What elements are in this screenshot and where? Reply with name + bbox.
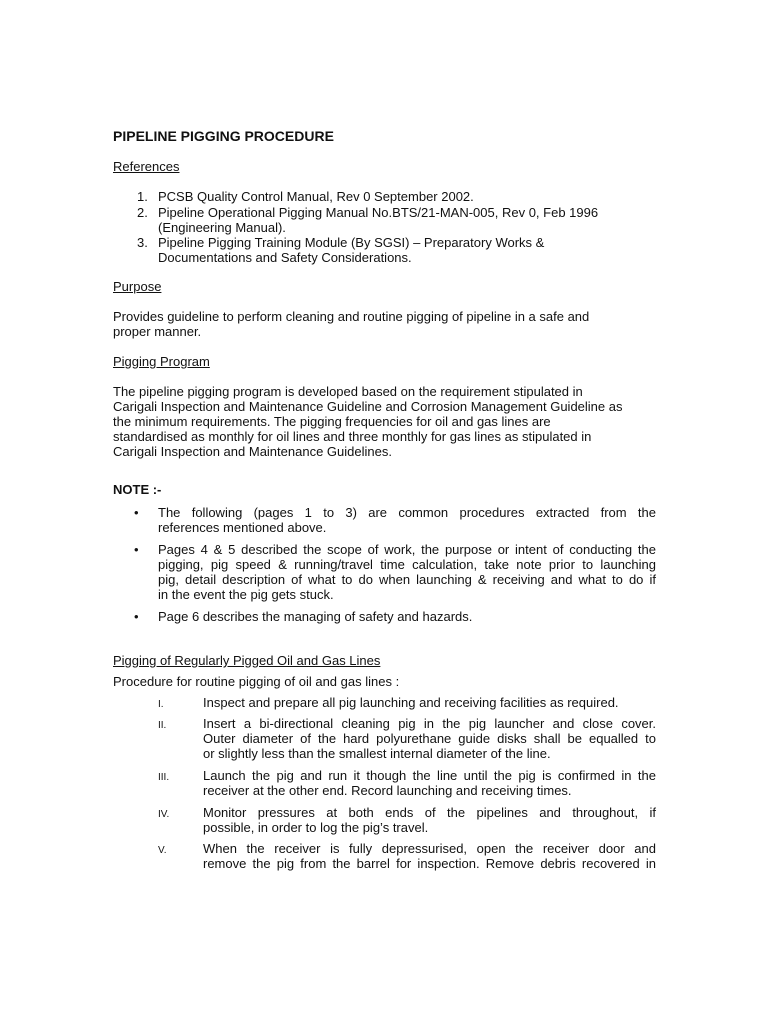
purpose-line: Provides guideline to perform cleaning and routine pigging of pipeline in a safe and xyxy=(113,309,590,324)
reference-number: 2. xyxy=(137,205,148,220)
step-number: III. xyxy=(158,772,170,783)
step-line: Launch the pig and run it though the line until the pig is confirmed in the xyxy=(203,768,656,783)
procedure-step xyxy=(203,716,656,761)
bullet-icon: • xyxy=(134,609,139,624)
reference-line: PCSB Quality Control Manual, Rev 0 September 2002. xyxy=(158,189,474,204)
page-title: PIPELINE PIGGING PROCEDURE xyxy=(113,128,334,144)
step-number: V. xyxy=(158,845,167,856)
step-line: remove the pig from the barrel for inspection. Remove debris recovered in xyxy=(203,856,656,871)
procedure-step xyxy=(203,805,656,835)
bullet-icon: • xyxy=(134,542,139,557)
reference-line: Pipeline Operational Pigging Manual No.BTS/21-MAN-005, Rev 0, Feb 1996 xyxy=(158,205,599,220)
reference-item xyxy=(158,205,598,235)
note-line: Page 6 describes the managing of safety and hazards. xyxy=(158,609,473,624)
purpose-text xyxy=(113,309,658,339)
procedure-step xyxy=(203,695,656,710)
note-line: Pages 4 & 5 described the scope of work, the purpose or intent of conducting the xyxy=(158,542,656,557)
note-line: pig, detail description of what to do when launching & receiving and what to do if xyxy=(158,572,656,587)
note-line: pigging, pig speed & running/travel time calculation, take note prior to launching xyxy=(158,557,656,572)
bullet-icon: • xyxy=(134,505,139,520)
note-line: in the event the pig gets stuck. xyxy=(158,587,334,602)
reference-number: 1. xyxy=(137,189,148,204)
purpose-line: proper manner. xyxy=(113,324,202,339)
reference-line: Documentations and Safety Considerations. xyxy=(158,250,412,265)
reference-item xyxy=(158,189,474,204)
step-line: receiver at the other end. Record launching and receiving times. xyxy=(203,783,572,798)
note-label: NOTE :- xyxy=(113,482,162,497)
purpose-heading: Purpose xyxy=(113,279,162,294)
reference-line: Pipeline Pigging Training Module (By SGSI) – Preparatory Works & xyxy=(158,235,545,250)
reference-line: (Engineering Manual). xyxy=(158,220,286,235)
pigging-program-line: The pipeline pigging program is developed based on the requirement stipulated in xyxy=(113,384,583,399)
pigging-program-text xyxy=(113,384,658,459)
note-line: references mentioned above. xyxy=(158,520,327,535)
pigging-program-heading: Pigging Program xyxy=(113,354,210,369)
step-number: II. xyxy=(158,720,167,731)
step-line: Inspect and prepare all pig launching and receiving facilities as required. xyxy=(203,695,619,710)
pigging-program-line: standardised as monthly for oil lines and three monthly for gas lines as stipulated in xyxy=(113,429,592,444)
step-line: Insert a bi-directional cleaning pig in the pig launcher and close cover. xyxy=(203,716,656,731)
reference-number: 3. xyxy=(137,235,148,250)
reference-item xyxy=(158,235,544,265)
step-line: When the receiver is fully depressurised, open the receiver door and xyxy=(203,841,656,856)
step-number: I. xyxy=(158,699,164,710)
note-bullet xyxy=(158,505,656,535)
step-line: Monitor pressures at both ends of the pipelines and throughout, if xyxy=(203,805,656,820)
procedure-step xyxy=(203,768,656,798)
step-line: or slightly less than the smallest internal diameter of the line. xyxy=(203,746,551,761)
pigging-program-line: the minimum requirements. The pigging frequencies for oil and gas lines are xyxy=(113,414,551,429)
references-heading: References xyxy=(113,159,180,174)
note-bullet xyxy=(158,609,656,624)
step-line: Outer diameter of the hard polyurethane guide disks shall be equalled to xyxy=(203,731,656,746)
regular-pigging-intro: Procedure for routine pigging of oil and gas lines : xyxy=(113,674,400,689)
note-bullet xyxy=(158,542,656,602)
procedure-step xyxy=(203,841,656,871)
regular-pigging-heading: Pigging of Regularly Pigged Oil and Gas Lines xyxy=(113,653,381,668)
pigging-program-line: Carigali Inspection and Maintenance Guidelines. xyxy=(113,444,392,459)
step-number: IV. xyxy=(158,809,170,820)
note-line: The following (pages 1 to 3) are common procedures extracted from the xyxy=(158,505,656,520)
step-line: possible, in order to log the pig’s travel. xyxy=(203,820,429,835)
pigging-program-line: Carigali Inspection and Maintenance Guideline and Corrosion Management Guideline as xyxy=(113,399,623,414)
